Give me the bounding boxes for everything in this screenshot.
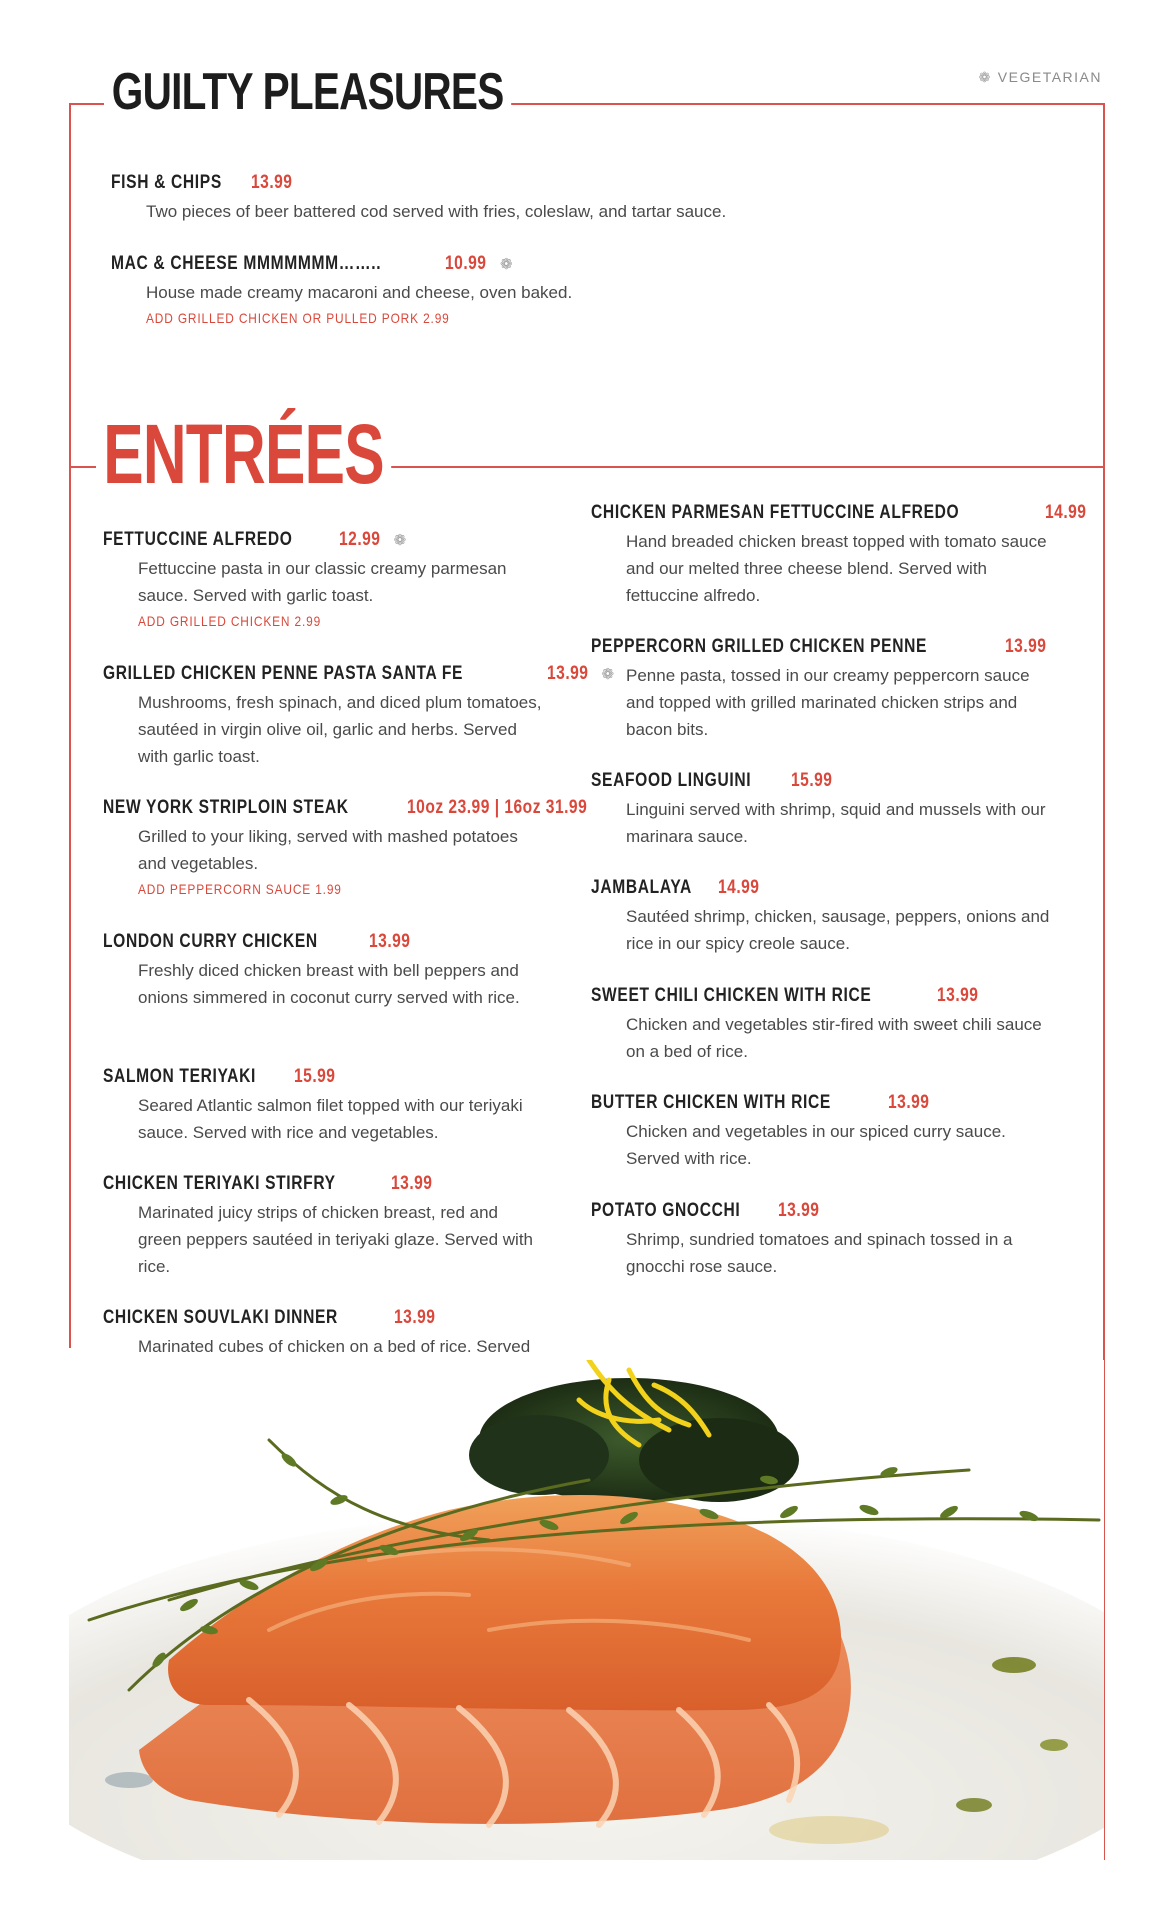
item-description: Marinated juicy strips of chicken breast, red and green peppers sautéed in teriyaki glaze. Served with rice. xyxy=(138,1203,534,1276)
item-addon: ADD PEPPERCORN SAUCE 1.99 xyxy=(138,881,342,897)
item-price: 12.99 xyxy=(338,529,381,550)
item-name: GRILLED CHICKEN PENNE PASTA SANTA FE xyxy=(103,663,464,684)
vegetarian-icon: ❁ xyxy=(499,256,513,273)
menu-item xyxy=(591,875,1061,957)
entrees-title: ENTRÉES xyxy=(96,406,391,503)
item-price: 13.99 xyxy=(391,1173,433,1194)
menu-item xyxy=(103,661,615,770)
item-name: JAMBALAYA xyxy=(591,877,692,898)
menu-item xyxy=(591,500,1087,609)
item-price: 13.99 xyxy=(1005,636,1047,657)
item-description: Linguini served with shrimp, squid and mussels with our marinara sauce. xyxy=(626,800,1046,846)
item-name: CHICKEN SOUVLAKI DINNER xyxy=(103,1307,338,1328)
vegetarian-icon: ❁ xyxy=(393,532,407,549)
item-price: 13.99 xyxy=(393,1307,436,1328)
item-price: 15.99 xyxy=(294,1066,336,1087)
frame-line-left xyxy=(69,103,71,1348)
item-price: 14.99 xyxy=(1044,502,1087,523)
item-name: SEAFOOD LINGUINI xyxy=(591,770,752,791)
guilty-pleasures-title: GUILTY PLEASURES xyxy=(104,62,511,122)
menu-item xyxy=(103,527,543,629)
menu-item xyxy=(591,983,1061,1065)
item-name: NEW YORK STRIPLOIN STEAK xyxy=(103,797,349,818)
item-price: 13.99 xyxy=(369,931,411,952)
menu-item xyxy=(591,768,1061,850)
menu-item xyxy=(591,634,1061,743)
menu-item xyxy=(591,1198,1061,1280)
vegetarian-legend-label: VEGETARIAN xyxy=(997,69,1102,85)
item-name: LONDON CURRY CHICKEN xyxy=(103,931,318,952)
item-name: CHICKEN TERIYAKI STIRFRY xyxy=(103,1173,336,1194)
item-description: Chicken and vegetables in our spiced curry sauce. Served with rice. xyxy=(626,1122,1006,1168)
menu-item xyxy=(103,1064,543,1146)
item-description: Fettuccine pasta in our classic creamy parmesan sauce. Served with garlic toast. xyxy=(138,559,507,605)
item-description: Grilled to your liking, served with mashed potatoes and vegetables. xyxy=(138,827,518,873)
vegetarian-icon: ❁ xyxy=(601,666,615,683)
item-price: 13.99 xyxy=(250,172,293,193)
item-description: Mushrooms, fresh spinach, and diced plum tomatoes, sautéed in virgin olive oil, garlic and herbs. Served with garlic toast. xyxy=(138,693,542,766)
item-price: 14.99 xyxy=(718,877,760,898)
item-price: 10.99 xyxy=(444,253,487,274)
item-description: Penne pasta, tossed in our creamy peppercorn sauce and topped with grilled marinated chicken strips and bacon bits. xyxy=(626,666,1030,739)
item-description: House made creamy macaroni and cheese, oven baked. xyxy=(146,283,573,302)
menu-item xyxy=(111,251,1071,326)
item-description: Two pieces of beer battered cod served with fries, coleslaw, and tartar sauce. xyxy=(146,202,727,221)
item-description: Sautéed shrimp, chicken, sausage, peppers, onions and rice in our spicy creole sauce. xyxy=(626,907,1050,953)
item-description: Shrimp, sundried tomatoes and spinach tossed in a gnocchi rose sauce. xyxy=(626,1230,1013,1276)
item-price: 13.99 xyxy=(937,985,979,1006)
item-name: FISH & CHIPS xyxy=(111,172,222,193)
item-price: 15.99 xyxy=(790,770,833,791)
menu-item xyxy=(103,929,543,1011)
item-description: Chicken and vegetables stir-fired with sweet chili sauce on a bed of rice. xyxy=(626,1015,1042,1061)
item-name: SWEET CHILI CHICKEN WITH RICE xyxy=(591,985,872,1006)
vegetarian-legend xyxy=(979,69,1102,86)
item-price: 13.99 xyxy=(546,663,588,684)
item-name: CHICKEN PARMESAN FETTUCCINE ALFREDO xyxy=(591,502,960,523)
item-price: 13.99 xyxy=(888,1092,930,1113)
item-name: POTATO GNOCCHI xyxy=(591,1200,741,1221)
menu-item xyxy=(103,795,588,897)
menu-item xyxy=(103,1171,543,1280)
item-name: FETTUCCINE ALFREDO xyxy=(103,529,293,550)
item-description: Seared Atlantic salmon filet topped with our teriyaki sauce. Served with rice and vegetables. xyxy=(138,1096,523,1142)
item-addon: ADD GRILLED CHICKEN 2.99 xyxy=(138,613,322,629)
item-description: Freshly diced chicken breast with bell peppers and onions simmered in coconut curry served with rice. xyxy=(138,961,520,1007)
item-price: 10oz 23.99 | 16oz 31.99 xyxy=(407,797,588,818)
item-name: BUTTER CHICKEN WITH RICE xyxy=(591,1092,831,1113)
item-addon: ADD GRILLED CHICKEN OR PULLED PORK 2.99 xyxy=(146,310,450,326)
menu-item xyxy=(111,170,1071,225)
item-name: SALMON TERIYAKI xyxy=(103,1066,256,1087)
salmon-photo xyxy=(69,1360,1104,1860)
menu-item xyxy=(591,1090,1061,1172)
flower-icon: ❁ xyxy=(978,69,992,85)
item-name: PEPPERCORN GRILLED CHICKEN PENNE xyxy=(591,636,928,657)
item-price: 13.99 xyxy=(777,1200,820,1221)
item-description: Hand breaded chicken breast topped with tomato sauce and our melted three cheese blend. Served with fettuccine alfredo. xyxy=(626,532,1047,605)
item-name: MAC & CHEESE MMMMMMM…….. xyxy=(111,253,382,274)
item-description: Marinated cubes of chicken on a bed of rice. Served xyxy=(138,1337,531,1356)
